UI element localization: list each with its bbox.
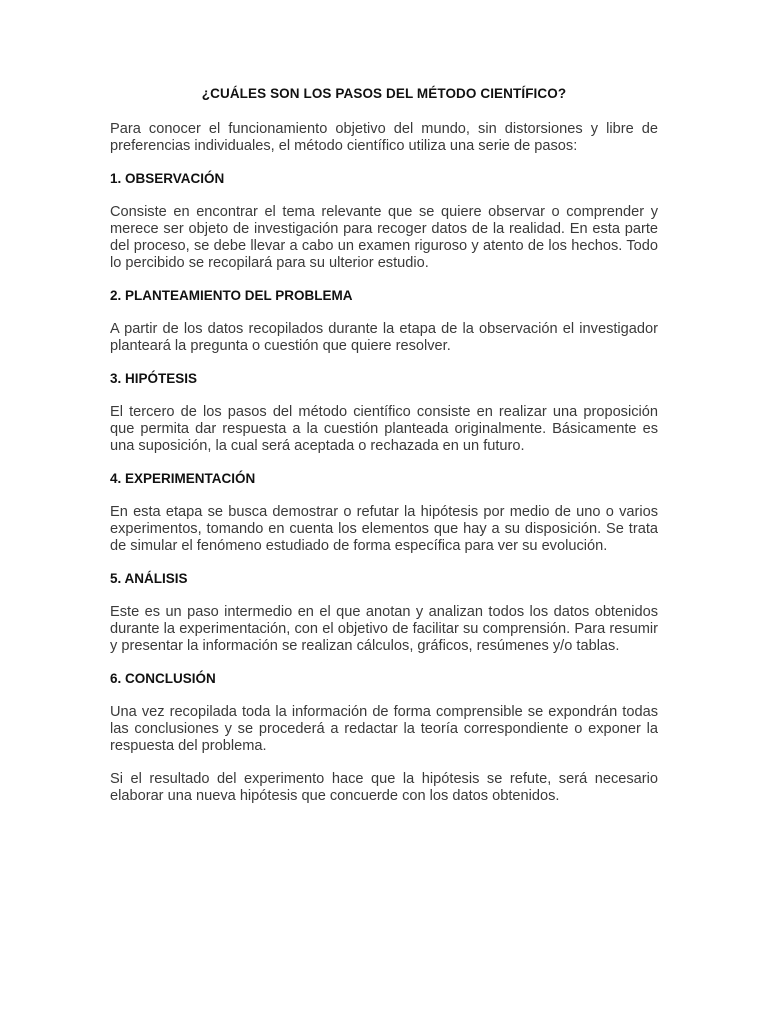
section-paragraph: Una vez recopilada toda la información de forma comprensible se expondrán todas las conclusiones y se procederá a redactar la teoría correspondiente o exponer la respuesta del problema. [110,704,658,754]
section-analisis [110,571,658,655]
section-paragraph: Consiste en encontrar el tema relevante que se quiere observar o comprender y merece ser objeto de investigación para recoger datos de la realidad. En esta parte del proceso, se debe llevar a cabo un examen riguroso y atento de los hechos. Todo lo percibido se recopilará para su ulterior estudio. [110,204,658,271]
section-heading: 5. ANÁLISIS [110,571,188,586]
intro-paragraph: Para conocer el funcionamiento objetivo del mundo, sin distorsiones y libre de preferencias individuales, el método científico utiliza una serie de pasos: [110,121,658,154]
section-experimentacion [110,471,658,555]
section-paragraph: En esta etapa se busca demostrar o refutar la hipótesis por medio de uno o varios experimentos, tomando en cuenta los elementos que hay a su disposición. Se trata de simular el fenómeno estudiado de forma específica para ver su evolución. [110,504,658,554]
section-heading: 2. PLANTEAMIENTO DEL PROBLEMA [110,288,353,303]
section-paragraph: Este es un paso intermedio en el que anotan y analizan todos los datos obtenidos durante la experimentación, con el objetivo de facilitar su comprensión. Para resumir y presentar la información se realizan cálculos, gráficos, resúmenes y/o tablas. [110,604,658,654]
section-paragraph: El tercero de los pasos del método científico consiste en realizar una proposición que permita dar respuesta a la cuestión planteada originalmente. Básicamente es una suposición, la cual será aceptada o rechazada en un futuro. [110,404,658,454]
section-heading: 3. HIPÓTESIS [110,371,198,386]
page-title: ¿CUÁLES SON LOS PASOS DEL MÉTODO CIENTÍFICO? [201,86,567,101]
section-heading: 6. CONCLUSIÓN [110,671,216,686]
section-heading: 1. OBSERVACIÓN [110,171,225,186]
section-conclusion [110,671,658,805]
section-hipotesis [110,371,658,455]
section-planteamiento [110,288,658,355]
section-paragraph: A partir de los datos recopilados durante la etapa de la observación el investigador planteará la pregunta o cuestión que quiere resolver. [110,321,658,354]
section-heading: 4. EXPERIMENTACIÓN [110,471,256,486]
section-paragraph: Si el resultado del experimento hace que la hipótesis se refute, será necesario elaborar una nueva hipótesis que concuerde con los datos obtenidos. [110,771,658,804]
document-body [110,86,658,821]
section-observacion [110,171,658,272]
